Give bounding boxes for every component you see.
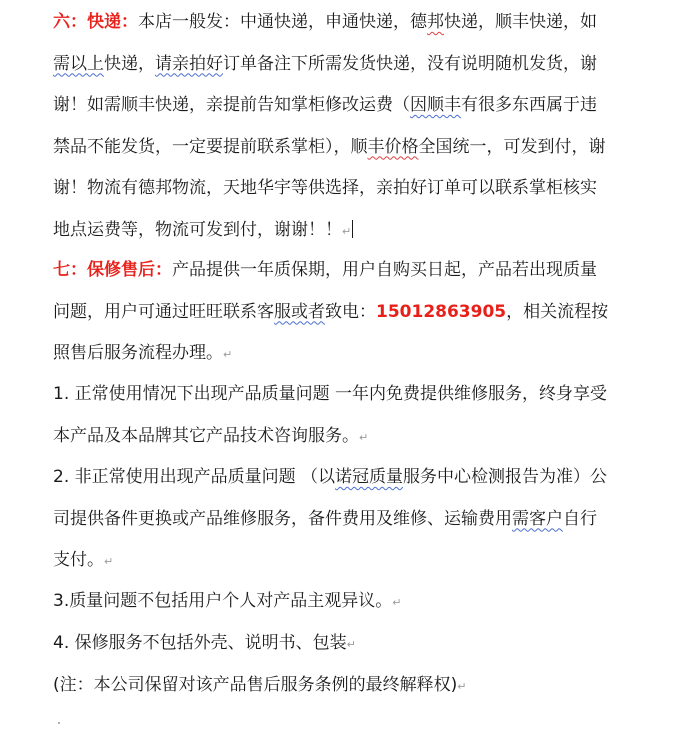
shipping-paragraph [53,2,613,252]
paragraph-mark-icon: ↵ [223,348,233,361]
shipping-text: 订单备注下所需发货快递，没有说明随机发货，谢谢！如需顺丰快递，亲提前告知掌柜修改运费（ [53,53,597,115]
list-item-4 [53,623,613,666]
spellcheck-word: 请亲拍好 [155,53,223,74]
list-item-1 [53,374,613,458]
spellcheck-word: 因顺丰 [410,95,461,115]
shipping-text: 快递， [104,53,155,74]
shipping-text: 全国统一，可发到付，谢谢！物流有德邦物流，天地华宇等供选择，亲拍好订单可以联系掌柜核实地点运费等，物流可发到付，谢谢！！ [53,136,606,240]
paragraph-mark-icon: ↵ [457,680,467,693]
warranty-text: ，相关流程按照售后服务流程办理。 [53,301,609,363]
phone-number: 15012863905 [376,301,507,322]
paragraph-mark-icon: ↵ [346,638,356,651]
disclaimer-note [53,665,613,708]
spellcheck-word: 诺冠质量 [335,467,404,487]
paragraph-mark-icon: ↵ [104,555,114,568]
list-item-2 [53,457,613,583]
spellcheck-word: 需以上 [53,53,104,74]
list-item-text: 自行支付。 [53,508,597,570]
spellcheck-word: 需客户 [512,508,563,529]
warranty-text: 致电： [325,301,376,322]
shipping-heading: 六：快递： [53,12,138,32]
warranty-paragraph [53,250,613,376]
warranty-heading: 七：保修售后： [53,260,172,280]
paragraph-mark-icon: ↵ [392,596,402,609]
warranty-text: 产品提供一年质保期，用户自购买日起，产品若出现质量问题，用户可通过旺旺联系客 [53,260,597,322]
spellcheck-word: 邦 [427,12,444,32]
text-cursor [352,220,353,238]
list-item-3 [53,581,613,624]
list-item-text: 4. 保修服务不包括外壳、说明书、包装 [53,633,347,653]
note-text: (注：本公司保留对该产品售后服务条例的最终解释权) [53,675,458,695]
list-item-text: 1. 正常使用情况下出现产品质量问题 一年内免费提供维修服务，终身享受本产品及本品牌其它产品技术咨询服务。 [53,384,608,446]
paragraph-mark-icon: ↵ [342,224,352,238]
list-item-text: 服务中心检测报告为准）公司提供备件更换或产品维修服务，备件费用及维修、运输费用 [53,467,608,529]
shipping-text: 本店一般发：中通快递，申通快递，德 [138,12,427,32]
stray-dot [58,722,60,724]
spellcheck-word: 服或者 [274,301,325,322]
paragraph-mark-icon: ↵ [359,430,369,444]
list-item-text: 2. 非正常使用出现产品质量问题 （以 [53,467,336,487]
shipping-text: 有很多东西属于违禁品不能发货，一定要提前联系掌柜），顺 [53,95,597,157]
shipping-text: 快递，顺丰快递，如 [444,12,597,32]
list-item-text: 3.质量问题不包括用户个人对产品主观异议。 [53,591,393,611]
spellcheck-word: 丰价格 [367,136,419,157]
